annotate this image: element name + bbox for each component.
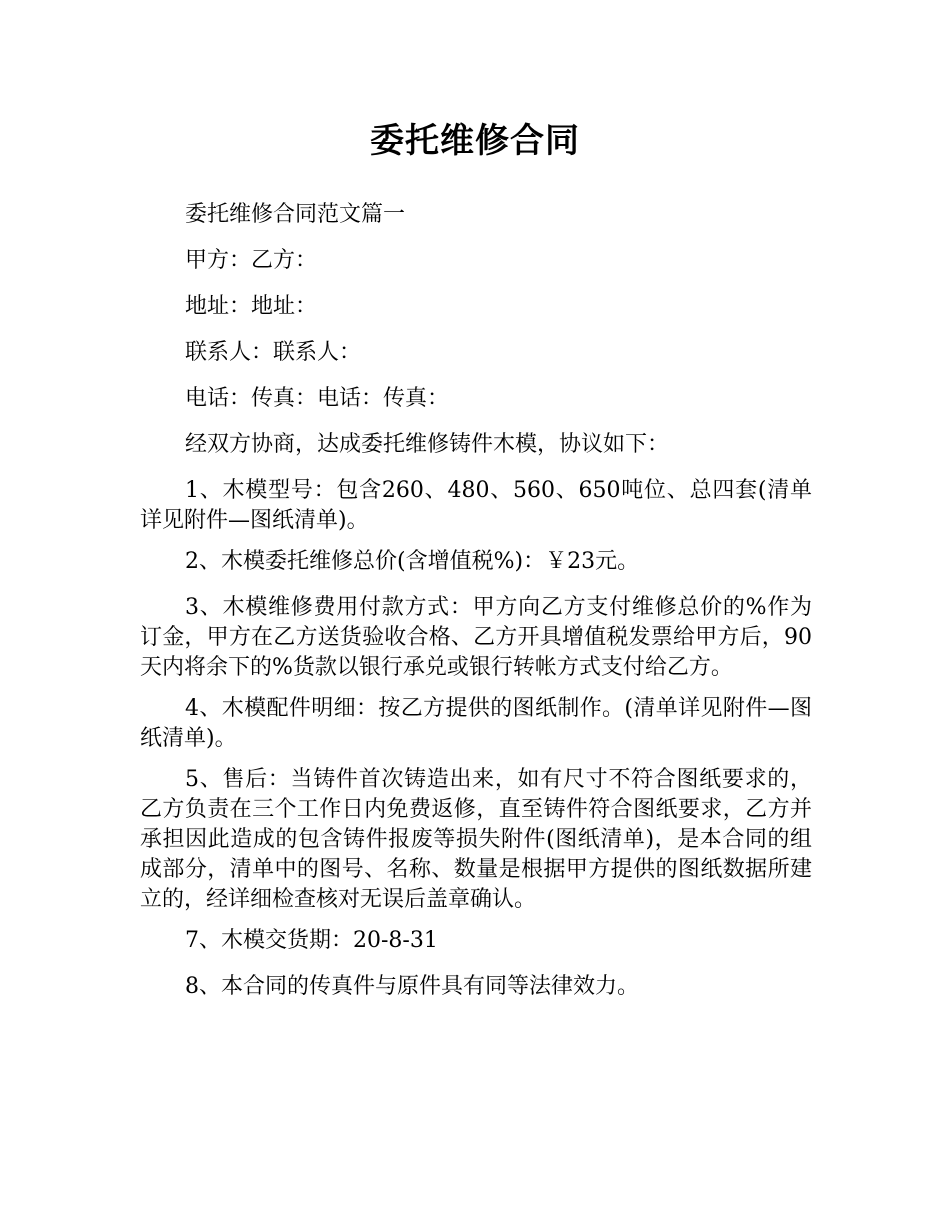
paragraph-contact: 联系人：联系人：: [185, 340, 362, 365]
paragraph-clause-4: 4、木模配件明细：按乙方提供的图纸制作。(清单详见附件—图纸清单)。: [140, 696, 812, 751]
paragraph-clause-5: 5、售后：当铸件首次铸造出来，如有尺寸不符合图纸要求的，乙方负责在三个工作日内免费返修，直至铸件符合图纸要求，乙方并承担因此造成的包含铸件报废等损失附件(图纸清单)，是本合同的组成部分，清单中的图号、名称、数量是根据甲方提供的图纸数据所建立的，经详细检查核对无误后盖章确认。: [140, 767, 812, 912]
paragraph-clause-3: 3、木模维修费用付款方式：甲方向乙方支付维修总价的%作为订金，甲方在乙方送货验收合格、乙方开具增值税发票给甲方后，90天内将余下的%货款以银行承兑或银行转帐方式支付给乙方。: [140, 595, 812, 680]
document-title: 委托维修合同: [370, 121, 580, 161]
paragraph-heading: 委托维修合同范文篇一: [185, 202, 406, 227]
paragraph-agreement-intro: 经双方协商，达成委托维修铸件木模，协议如下：: [185, 432, 670, 457]
paragraph-clause-8: 8、本合同的传真件与原件具有同等法律效力。: [185, 974, 639, 999]
document-body: [140, 200, 812, 1018]
paragraph-clause-7: 7、木模交货期：20-8-31: [185, 928, 438, 953]
paragraph-clause-2: 2、木模委托维修总价(含增值税%)：￥23元。: [185, 549, 640, 574]
paragraph-address: 地址：地址：: [185, 294, 318, 319]
paragraph-party: 甲方：乙方：: [185, 248, 318, 273]
paragraph-clause-1: 1、木模型号：包含260、480、560、650吨位、总四套(清单详见附件—图纸清单)。: [140, 478, 812, 533]
paragraph-phone-fax: 电话：传真：电话：传真：: [185, 386, 450, 411]
